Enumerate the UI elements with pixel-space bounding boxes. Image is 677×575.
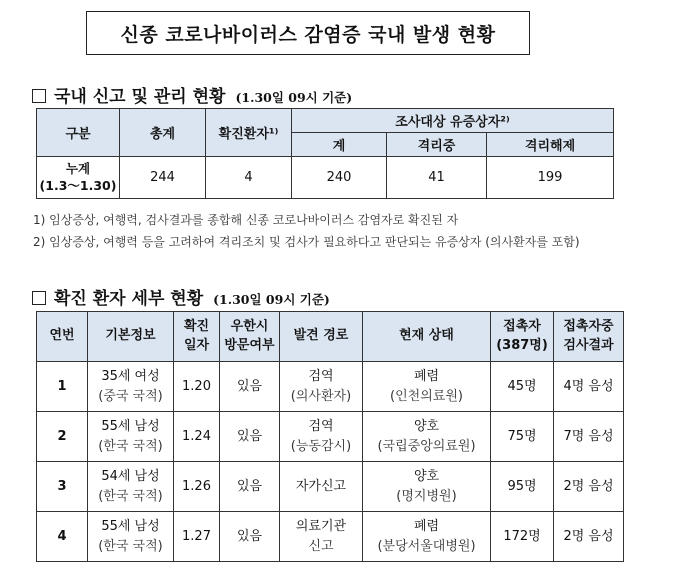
cumulative-label-line1: 누계 (65, 160, 91, 176)
cell-status (363, 412, 491, 462)
cell-sum: 240 (292, 157, 387, 199)
header-visit-line1: 우한시 (230, 318, 269, 334)
table-row (37, 362, 624, 412)
cell-route-line1: 검역 (308, 369, 334, 384)
cell-status (363, 512, 491, 562)
cell-status-line1: 폐렴 (413, 369, 440, 384)
footnote-1: 1) 임상증상, 여행력, 검사결과를 종합해 신종 코로나바이러스 감염자로 확진된 자 (33, 213, 459, 227)
checkbox-square-icon (32, 89, 46, 103)
footnotes (33, 209, 580, 253)
cell-no: 1 (37, 362, 88, 412)
cell-isolating: 41 (387, 157, 487, 199)
header-contacts (491, 312, 554, 362)
cell-date: 1.24 (174, 412, 220, 462)
header-date-line2: 일자 (183, 337, 210, 353)
confirmed-patients-table (36, 311, 624, 562)
cell-status-line1: 양호 (413, 469, 440, 484)
section2-heading (32, 284, 330, 309)
cell-visit: 있음 (220, 462, 280, 512)
header-sum: 계 (292, 133, 387, 157)
cell-date: 1.20 (174, 362, 220, 412)
table-row (37, 462, 624, 512)
cell-info-line1: 55세 남성 (101, 519, 160, 534)
header-no: 연번 (37, 312, 88, 362)
header-confirmed: 확진환자¹⁾ (206, 109, 292, 157)
cell-route-line2: (능동감시) (290, 438, 352, 454)
cell-date: 1.27 (174, 512, 220, 562)
section2-basis: (1.30일 09시 기준) (213, 292, 330, 307)
header-category: 구분 (37, 109, 120, 157)
cell-contacts: 45명 (491, 362, 554, 412)
cell-route (280, 362, 363, 412)
cell-status-line2: (명지병원) (396, 488, 457, 504)
cell-route-line1: 의료기관 (295, 519, 347, 534)
cell-status-line1: 양호 (413, 419, 440, 434)
header-visit-line2: 방문여부 (224, 337, 275, 353)
cell-confirmed: 4 (206, 157, 292, 199)
cell-visit: 있음 (220, 512, 280, 562)
header-result (554, 312, 624, 362)
header-date-line1: 확진 (183, 318, 210, 334)
document-title: 신종 코로나바이러스 감염증 국내 발생 현황 (86, 11, 530, 55)
cell-status (363, 362, 491, 412)
cell-info-line1: 35세 여성 (101, 369, 160, 384)
cell-info-line2: (한국 국적) (98, 538, 163, 554)
cell-no: 4 (37, 512, 88, 562)
header-released: 격리해제 (487, 133, 614, 157)
checkbox-square-icon (32, 291, 46, 305)
cell-route (280, 512, 363, 562)
header-visit (220, 312, 280, 362)
cell-route (280, 412, 363, 462)
cumulative-label (37, 157, 120, 199)
cell-route (280, 462, 363, 512)
table-row (37, 157, 614, 199)
cell-contacts: 95명 (491, 462, 554, 512)
cell-total: 244 (120, 157, 206, 199)
cell-route-line2: 신고 (308, 538, 334, 554)
cell-info-line2: (한국 국적) (98, 488, 163, 504)
cell-info-line2: (중국 국적) (98, 388, 163, 404)
cell-no: 2 (37, 412, 88, 462)
cell-contacts: 75명 (491, 412, 554, 462)
cell-info (88, 462, 174, 512)
cell-visit: 있음 (220, 362, 280, 412)
cell-info-line1: 54세 남성 (101, 469, 160, 484)
header-contacts-line1: 접촉자 (503, 318, 541, 334)
table-row (37, 512, 624, 562)
header-route: 발견 경로 (280, 312, 363, 362)
cell-visit: 있음 (220, 412, 280, 462)
header-result-line2: 검사결과 (563, 337, 614, 353)
section2-title: 확진 환자 세부 현황 (54, 289, 204, 309)
cumulative-label-line2: (1.3～1.30) (39, 177, 117, 193)
section1-title: 국내 신고 및 관리 현황 (54, 87, 226, 107)
header-info: 기본정보 (88, 312, 174, 362)
cell-route-line1: 검역 (308, 419, 334, 434)
cell-status-line2: (분당서울대병원) (377, 538, 476, 554)
cell-info-line1: 55세 남성 (101, 419, 160, 434)
section1-heading (32, 82, 352, 107)
cell-status-line2: (인천의료원) (390, 388, 463, 404)
cell-info (88, 512, 174, 562)
cell-released: 199 (487, 157, 614, 199)
cell-info (88, 362, 174, 412)
cell-result: 2명 음성 (554, 512, 624, 562)
cell-date: 1.26 (174, 462, 220, 512)
cell-info-line2: (한국 국적) (98, 438, 163, 454)
header-total: 총계 (120, 109, 206, 157)
header-result-line1: 접촉자중 (563, 318, 614, 334)
header-status: 현재 상태 (363, 312, 491, 362)
cell-status (363, 462, 491, 512)
section1-basis: (1.30일 09시 기준) (235, 90, 353, 105)
table-row (37, 412, 624, 462)
header-suspected-group: 조사대상 유증상자²⁾ (292, 109, 614, 133)
cell-result: 2명 음성 (554, 462, 624, 512)
header-date (174, 312, 220, 362)
header-isolating: 격리중 (387, 133, 487, 157)
cell-status-line1: 폐렴 (413, 519, 440, 534)
cell-route-line1: 자가신고 (295, 478, 347, 494)
cell-route-line2: (의사환자) (290, 388, 352, 404)
cell-no: 3 (37, 462, 88, 512)
cell-result: 4명 음성 (554, 362, 624, 412)
cell-result: 7명 음성 (554, 412, 624, 462)
footnote-2: 2) 임상증상, 여행력 등을 고려하여 격리조치 및 검사가 필요하다고 판단되는 유증상자 (의사환자를 포함) (33, 235, 580, 249)
patients-table-body (37, 362, 624, 562)
cell-info (88, 412, 174, 462)
domestic-status-table (36, 108, 614, 199)
cell-status-line2: (국립중앙의료원) (377, 438, 476, 454)
cell-contacts: 172명 (491, 512, 554, 562)
header-contacts-line2: (387명) (496, 337, 548, 353)
